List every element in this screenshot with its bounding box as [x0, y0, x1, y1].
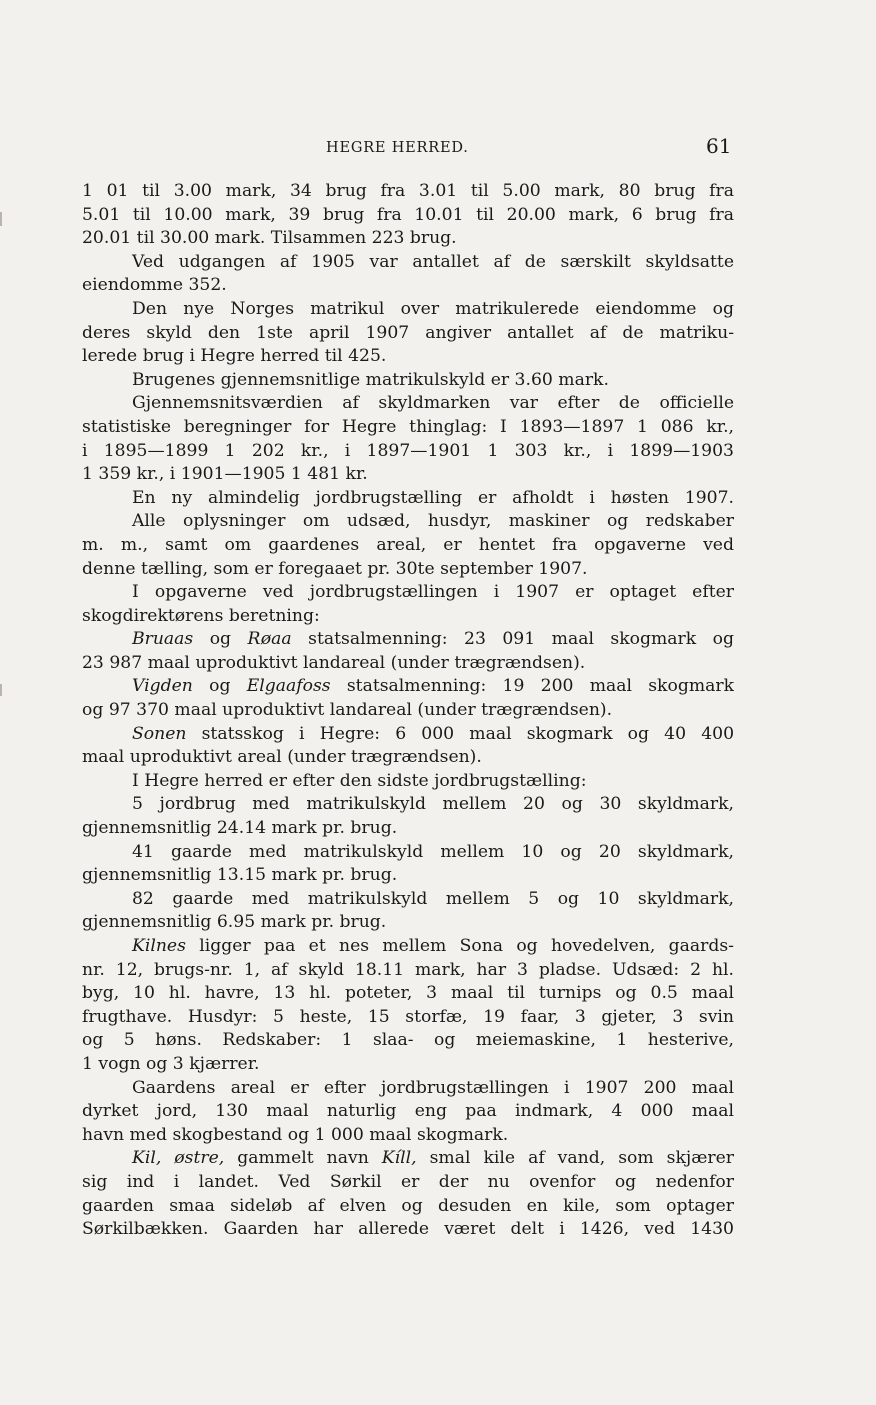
text-segment: 5.01 til 10.00 mark, 39 brug fra 10.01 til 20.00 mark, 6 brug fra [82, 204, 734, 225]
text-segment: denne tælling, som er foregaaet pr. 30te september 1907. [82, 558, 588, 579]
text-segment: statsalmenning: 19 200 maal skogmark [330, 676, 734, 697]
text-segment: m. m., samt om gaardenes areal, er hentet fra opgaverne ved [82, 534, 734, 555]
text-segment: I opgaverne ved jordbrugstællingen i 1907 er optaget efter [132, 582, 734, 603]
italic-place-name: Bruaas [132, 629, 194, 650]
italic-place-name: Sonen [132, 723, 187, 744]
text-line [82, 1195, 734, 1219]
text-line [82, 605, 734, 629]
italic-place-name: Kil, østre, [132, 1148, 225, 1169]
text-line [82, 817, 734, 841]
text-line [82, 180, 734, 204]
text-segment: 1 01 til 3.00 mark, 34 brug fra 3.01 til 5.00 mark, 80 brug fra [82, 181, 734, 201]
text-line [82, 1029, 734, 1053]
text-segment: statistiske beregninger for Hegre thinglag: I 1893—1897 1 086 kr., [82, 416, 734, 437]
text-line [82, 864, 734, 888]
text-line [82, 1006, 734, 1030]
text-line [82, 675, 734, 699]
text-segment: og 97 370 maal uproduktivt landareal (under trægrændsen). [82, 700, 613, 721]
text-line [82, 1147, 734, 1171]
text-segment: I Hegre herred er efter den sidste jordbrugstælling: [132, 770, 587, 791]
text-line [82, 227, 734, 251]
text-segment: eiendomme 352. [82, 275, 227, 296]
text-line [82, 1077, 734, 1101]
text-line [82, 463, 734, 487]
text-segment: Den nye Norges matrikul over matrikulerede eiendomme og [132, 298, 734, 319]
text-segment: gjennemsnitlig 24.14 mark pr. brug. [82, 818, 398, 839]
page-edge-mark [0, 684, 2, 696]
italic-place-name: Kíll, [381, 1148, 417, 1169]
text-line [82, 1100, 734, 1124]
text-line [82, 487, 734, 511]
body-text [82, 180, 734, 1242]
text-line [82, 793, 734, 817]
text-segment: gammelt navn [224, 1148, 382, 1169]
text-line [82, 699, 734, 723]
text-segment: ligger paa et nes mellem Sona og hovedelven, gaards- [185, 936, 734, 956]
text-line [82, 534, 734, 558]
text-segment: sig ind i landet. Ved Sørkil er der nu ovenfor og nedenfor [82, 1171, 734, 1192]
text-line [82, 841, 734, 865]
text-segment: Sørkilbækken. Gaarden har allerede været delt i 1426, ved 1430 [82, 1219, 734, 1240]
page-number: 61 [706, 134, 732, 158]
text-line [82, 392, 734, 416]
page-edge-mark [0, 212, 2, 226]
text-segment: frugthave. Husdyr: 5 heste, 15 storfæ, 19 faar, 3 gjeter, 3 svin [82, 1006, 734, 1027]
text-segment: i 1895—1899 1 202 kr., i 1897—1901 1 303 kr., i 1899—1903 [82, 440, 734, 461]
text-line [82, 440, 734, 464]
text-segment: gaarden smaa sideløb af elven og desuden en kile, som optager [82, 1195, 734, 1216]
text-line [82, 770, 734, 794]
text-line [82, 298, 734, 322]
text-line [82, 652, 734, 676]
text-segment: 23 987 maal uproduktivt landareal (under trægrændsen). [82, 652, 586, 673]
text-segment: byg, 10 hl. havre, 13 hl. poteter, 3 maal til turnips og 0.5 maal [82, 983, 734, 1004]
text-line [82, 959, 734, 983]
text-line [82, 251, 734, 275]
text-line [82, 1171, 734, 1195]
text-segment: maal uproduktivt areal (under trægrændsen). [82, 747, 482, 768]
text-line [82, 510, 734, 534]
text-line [82, 982, 734, 1006]
text-line [82, 322, 734, 346]
text-segment: statsskog i Hegre: 6 000 maal skogmark og 40 400 [186, 723, 734, 744]
text-segment: En ny almindelig jordbrugstælling er afholdt i høsten 1907. [132, 487, 734, 508]
text-segment: skogdirektørens beretning: [82, 605, 320, 626]
text-segment: gjennemsnitlig 6.95 mark pr. brug. [82, 912, 387, 933]
text-segment: Gjennemsnitsværdien af skyldmarken var efter de officielle [132, 393, 734, 414]
text-line [82, 416, 734, 440]
italic-place-name: Elgaafoss [246, 676, 331, 697]
text-segment: 1 359 kr., i 1901—1905 1 481 kr. [82, 464, 368, 485]
text-line [82, 345, 734, 369]
italic-place-name: Vigden [132, 676, 193, 697]
text-line [82, 723, 734, 747]
text-line [82, 1218, 734, 1242]
text-line [82, 628, 734, 652]
text-segment: Alle oplysninger om udsæd, husdyr, maskiner og redskaber [132, 511, 734, 532]
text-line [82, 935, 734, 959]
text-segment: havn med skogbestand og 1 000 maal skogmark. [82, 1124, 509, 1145]
text-segment: 1 vogn og 3 kjærrer. [82, 1053, 260, 1074]
text-segment: 5 jordbrug med matrikulskyld mellem 20 og 30 skyldmark, [132, 794, 734, 815]
text-segment: og [193, 629, 248, 650]
text-segment: Ved udgangen af 1905 var antallet af de særskilt skyldsatte [132, 251, 734, 272]
text-segment: dyrket jord, 130 maal naturlig eng paa indmark, 4 000 maal [82, 1101, 734, 1122]
text-segment: 41 gaarde med matrikulskyld mellem 10 og 20 skyldmark, [132, 841, 734, 862]
text-line [82, 274, 734, 298]
text-line [82, 888, 734, 912]
text-line [82, 558, 734, 582]
text-line [82, 746, 734, 770]
text-segment: Gaardens areal er efter jordbrugstællingen i 1907 200 maal [132, 1077, 734, 1098]
running-header: HEGRE HERRED. [326, 140, 469, 156]
text-line [82, 204, 734, 228]
text-segment: lerede brug i Hegre herred til 425. [82, 346, 387, 367]
text-segment: deres skyld den 1ste april 1907 angiver antallet af de matriku- [82, 322, 734, 343]
text-segment: statsalmenning: 23 091 maal skogmark og [291, 629, 734, 650]
text-line [82, 369, 734, 393]
text-segment: nr. 12, brugs-nr. 1, af skyld 18.11 mark, har 3 pladse. Udsæd: 2 hl. [82, 959, 734, 980]
text-segment: og [192, 676, 247, 697]
text-line [82, 911, 734, 935]
text-segment: Brugenes gjennemsnitlige matrikulskyld er 3.60 mark. [132, 369, 609, 390]
italic-place-name: Røaa [247, 629, 292, 650]
text-segment: og 5 høns. Redskaber: 1 slaa- og meiemaskine, 1 hesterive, [82, 1030, 734, 1051]
text-line [82, 581, 734, 605]
text-segment: smal kile af vand, som skjærer [416, 1148, 734, 1169]
text-segment: gjennemsnitlig 13.15 mark pr. brug. [82, 865, 398, 886]
text-line [82, 1053, 734, 1077]
text-segment: 82 gaarde med matrikulskyld mellem 5 og 10 skyldmark, [132, 888, 734, 909]
text-segment: 20.01 til 30.00 mark. Tilsammen 223 brug. [82, 228, 457, 249]
italic-place-name: Kilnes [132, 936, 186, 956]
text-line [82, 1124, 734, 1148]
